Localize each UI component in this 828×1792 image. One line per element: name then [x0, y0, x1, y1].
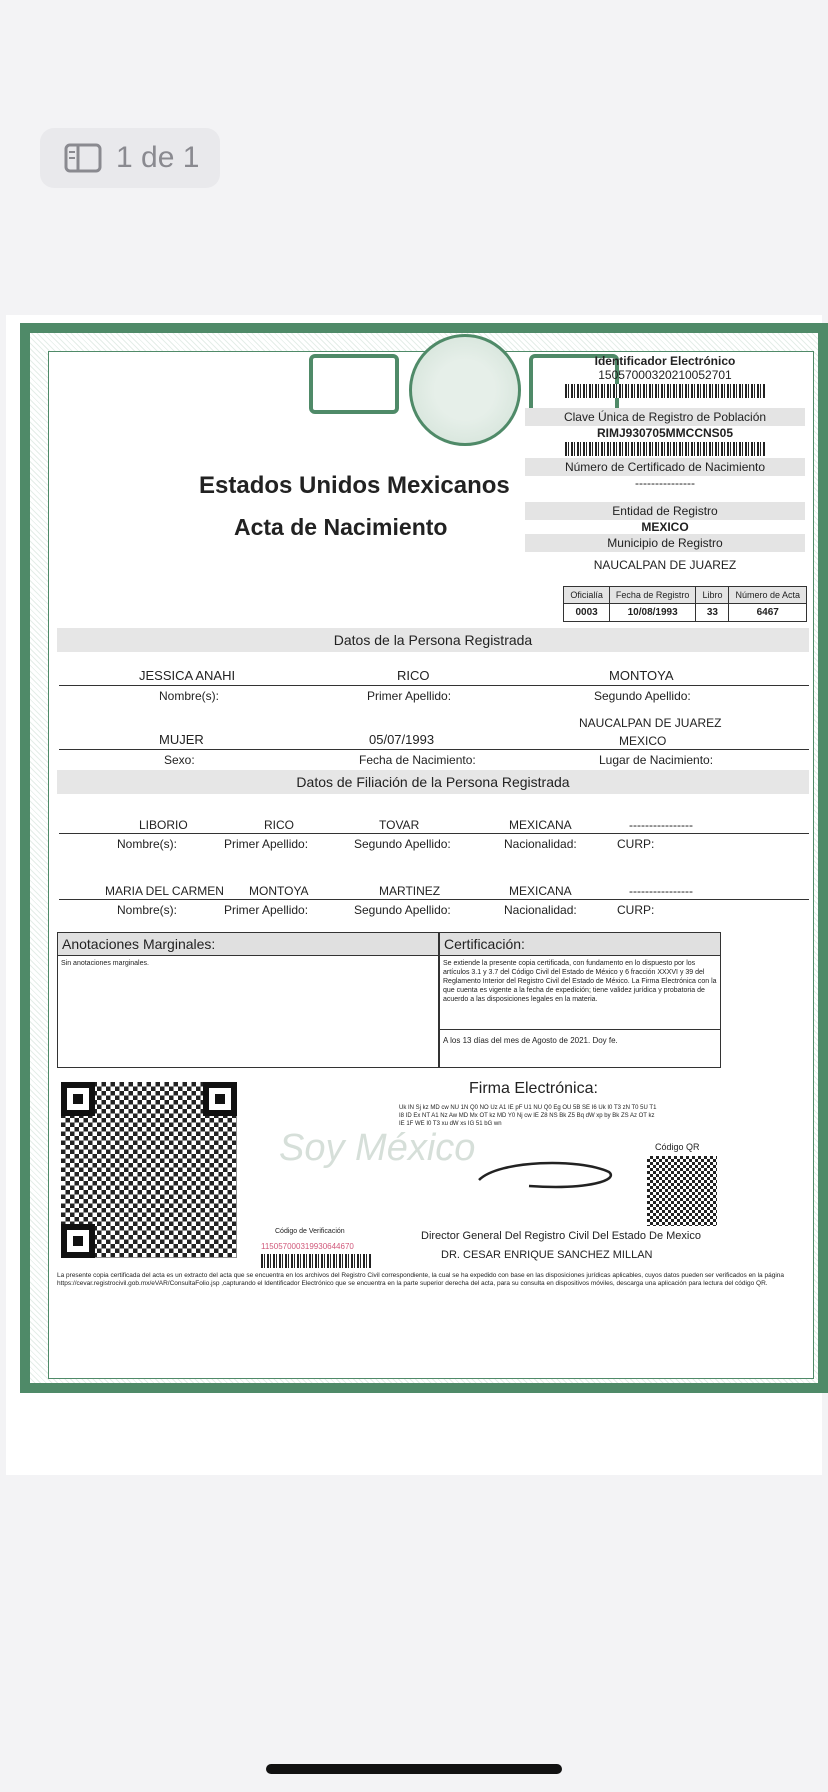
- identifier-block: [525, 354, 805, 572]
- signature: [469, 1152, 619, 1196]
- anotaciones-box: Anotaciones Marginales: Sin anotaciones marginales.: [57, 932, 439, 1068]
- footer-note: La presente copia certificada del acta es un extracto del acta que se encuentra en los archivos del Registro Civil correspondiente, la cual se ha expedido con base en las disposiciones jurídicas aplicables, cuyos datos pueden ser verificados en la página https://cevar.registrocivil.gob.mx/eVAR/ConsultaFolio.jsp ,capturando el Identificador Electrónico que se encuentra en la parte superior derecha del acta, para su consulta en dispositivos móviles, descarga una aplicación para lectura del código QR.: [57, 1272, 784, 1287]
- document-body: Identificador Electrónico 15057000320210052701 Clave Única de Registro de Población RIMJ930705MMCCNS05 Número de Certificado de Nacimiento --------------- Entidad de Registro MEXICO Municipio de Registro NAUCALPAN DE JUAREZ Estados Unidos Mexicanos Acta de Nacimiento Oficialía Fecha de Registro Libro Número de Acta 0003 10/08/1993 33 6467 Datos de la Persona Registrada JESSICA ANAHI RICO MONTOYA Nombre(s): Primer Apellido: Segundo Apellido: NAUCALPAN DE JUAREZ MUJER 05/07/1993 MEXICO Sexo: Fecha de Nacimiento: Lugar de Nacimiento: Datos de Filiación de la Persona Registrada LIBORIO RICO TOVAR MEXICANA ---------------- Nombre(s): Primer Apellido: Segundo Apellido: Nacionalidad: CURP: MARIA DEL CARMEN MONTOYA MARTINEZ MEXICANA ---------------- Nombre(s): Primer Apellido: Segundo Apellido: Nacionalidad: CURP: Anotaciones Marginales: Sin anotaciones marginales. Certificación: Se extiende la presente copia certificada, con fundamento en lo dispuesto por los artículos 3.1 y 3.7 del Código Civil del Estado de México y 6 fracción XXXVI y 39 del Reglamento Interior del Registro Civil del Estado de México. La Firma Electrónica con la que cuenta es vigente a la fecha de expedición; tiene validez jurídica y probatoria de acuerdo a las disposiciones legales en la materia. A los 13 días del mes de Agosto de 2021. Doy fe. Soy México Firma Electrónica: Uk IN Sj kz MD cw NU 1N Q0 NO Uz A1 IE pF U1 NU Q0 Eg OU 5B SE I6 Uk I0 T3 zN T0 5U T1 I8 ID Ex NT A1 Nz Aw MD Mx OT kz MD Y0 Nj cw IE Z8 NS Bk Z5 Bq dW xp by Bk ZS Az OT kz IE 1F WE I0 T3 xu dW xs IG 51 bG wn Código QR Código de Verificación 115057000319930644670 Director General Del Registro Civil Del Estado De Mexico DR. CESAR ENRIQUE SANCHEZ MILLAN La presente copia certificada del acta es un extracto del acta que se encuentra en los archivos del Registro Civil correspondiente, la cual se ha expedido con base en las disposiciones jurídicas aplicables, cuyos datos pueden ser verificados en la página https://cevar.registrocivil.gob.mx/eVAR/ConsultaFolio.jsp ,capturando el Identificador Electrónico que se encuentra en la parte superior derecha del acta, para su consulta en dispositivos móviles, descarga una aplicación para lectura del código QR.: [48, 351, 814, 1379]
- municipio-label: Municipio de Registro: [525, 534, 805, 552]
- country-title: Estados Unidos Mexicanos: [199, 472, 510, 499]
- curp-label: Clave Única de Registro de Población: [525, 408, 805, 426]
- entidad-label: Entidad de Registro: [525, 502, 805, 520]
- document-page: [6, 315, 822, 1475]
- certificacion-box: Certificación: Se extiende la presente copia certificada, con fundamento en lo dispuesto por los artículos 3.1 y 3.7 del Código Civil del Estado de México y 6 fracción XXXVI y 39 del Reglamento Interior del Registro Civil del Estado de México. La Firma Electrónica con la que cuenta es vigente a la fecha de expedición; tiene validez jurídica y probatoria de acuerdo a las disposiciones legales en la materia. A los 13 días del mes de Agosto de 2021. Doy fe.: [439, 932, 721, 1068]
- barcode-icon: [565, 442, 765, 456]
- barcode-icon: [565, 384, 765, 398]
- home-indicator[interactable]: [266, 1764, 562, 1774]
- ident-label: Identificador Electrónico: [594, 354, 736, 368]
- cert-label: Número de Certificado de Nacimiento: [525, 458, 805, 476]
- sidebar-icon: [64, 143, 102, 173]
- watermark: Soy México: [279, 1127, 476, 1169]
- municipio-value: NAUCALPAN DE JUAREZ: [593, 558, 737, 572]
- page-indicator[interactable]: [40, 128, 220, 188]
- eagle-emblem-icon: [409, 334, 521, 446]
- curp-value: RIMJ930705MMCCNS05: [596, 426, 734, 440]
- barcode-icon: [261, 1254, 371, 1268]
- cert-value: ---------------: [635, 476, 695, 490]
- section-filiacion: Datos de Filiación de la Persona Registrada: [57, 770, 809, 794]
- qr-code-large: [61, 1082, 237, 1258]
- entidad-value: MEXICO: [641, 520, 689, 534]
- page-count: 1 de 1: [116, 141, 200, 174]
- document-title: Acta de Nacimiento: [234, 514, 448, 540]
- qr-code-small: [647, 1156, 717, 1226]
- section-person: Datos de la Persona Registrada: [57, 628, 809, 652]
- registry-table: Oficialía Fecha de Registro Libro Número de Acta 0003 10/08/1993 33 6467: [563, 586, 807, 622]
- green-border: [20, 323, 828, 1393]
- ident-value: 15057000320210052701: [598, 368, 732, 382]
